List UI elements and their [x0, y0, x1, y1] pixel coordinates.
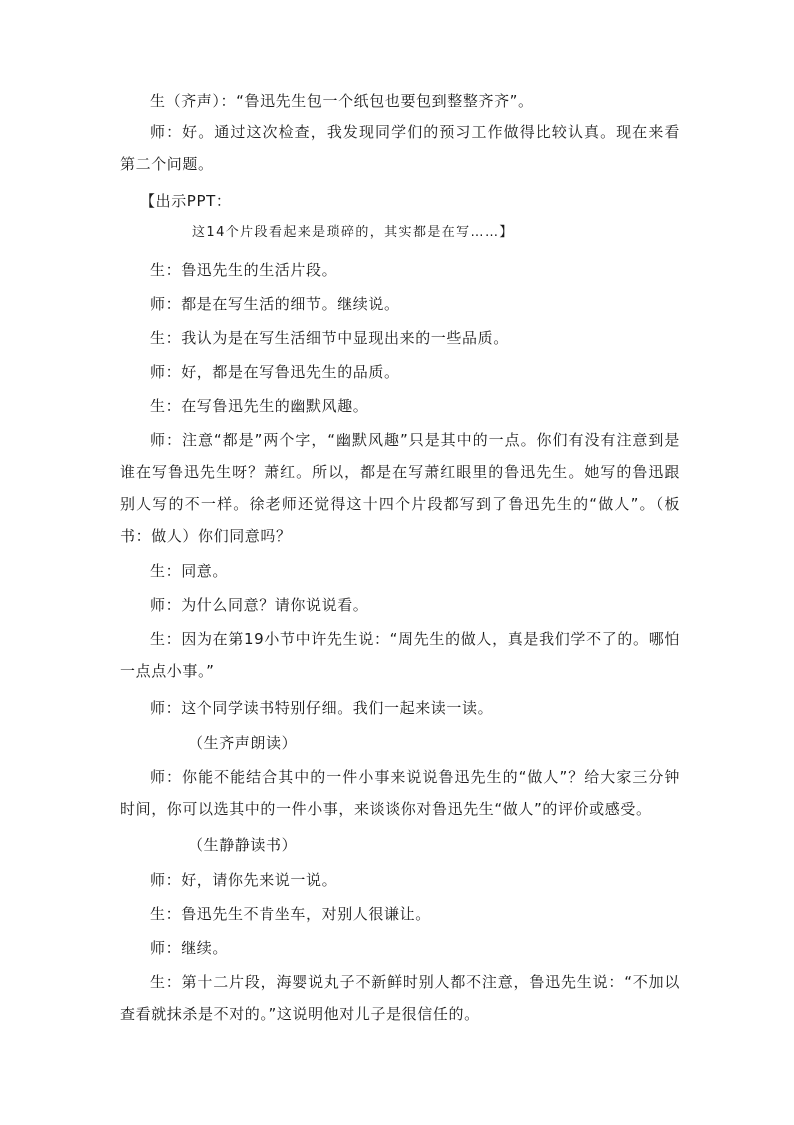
paragraph-7: 生：我认为是在写生活细节中显现出来的一些品质。	[150, 329, 509, 347]
paragraph-2: 师：好。通过这次检查，我发现同学们的预习工作做得比较认真。现在来看第二个问题。	[120, 123, 680, 173]
paragraph-11: 生：同意。	[150, 562, 229, 580]
paragraph-21: 生：第十二片段，海婴说丸子不新鲜时别人都不注意，鲁迅先生说：“不加以查看就抹杀是不对的。”这说明他对儿子是很信任的。	[120, 973, 680, 1023]
ppt-open: 【出示PPT：	[140, 192, 232, 210]
paragraph-13: 生：因为在第19小节中许先生说：“周先生的做人，真是我们学不了的。哪怕一点点小事。”	[120, 630, 680, 680]
paragraph-14: 师：这个同学读书特别仔细。我们一起来读一读。	[150, 699, 494, 717]
paragraph-9: 生：在写鲁迅先生的幽默风趣。	[150, 397, 369, 415]
paragraph-1: 生（齐声）：“鲁迅先生包一个纸包也要包到整整齐齐”。	[150, 92, 534, 110]
paragraph-19: 生：鲁迅先生不肯坐车，对别人很谦让。	[150, 905, 431, 923]
paragraph-18: 师：好，请你先来说一说。	[150, 871, 338, 889]
paragraph-8: 师：好，都是在写鲁迅先生的品质。	[150, 363, 400, 381]
paragraph-16: 师：你能不能结合其中的一件小事来说说鲁迅先生的“做人”？给大家三分钟时间，你可以选其中的一件小事，来谈谈你对鲁迅先生“做人”的评价或感受。	[120, 768, 680, 818]
paragraph-10: 师：注意“都是”两个字，“幽默风趣”只是其中的一点。你们有没有注意到是谁在写鲁迅先生呀？萧红。所以，都是在写萧红眼里的鲁迅先生。她写的鲁迅跟别人写的不一样。徐老师还觉得这十四个片段都写到了鲁迅先生的“做人”。（板书：做人）你们同意吗？	[120, 431, 680, 545]
paragraph-6: 师：都是在写生活的细节。继续说。	[150, 295, 400, 313]
stage-note-silent-read: （生静静读书）	[188, 836, 298, 854]
paragraph-5: 生：鲁迅先生的生活片段。	[150, 261, 338, 279]
paragraph-20: 师：继续。	[150, 939, 229, 957]
stage-note-read-aloud: （生齐声朗读）	[188, 734, 298, 752]
paragraph-12: 师：为什么同意？请你说说看。	[150, 596, 369, 614]
ppt-content: 这14个片段看起来是琐碎的，其实都是在写……】	[192, 225, 514, 240]
